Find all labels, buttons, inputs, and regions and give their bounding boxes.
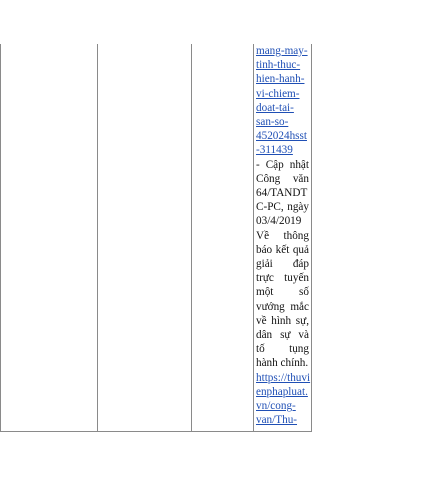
hyperlink-line[interactable]: -311439 [256,144,293,157]
column-divider [191,44,192,431]
hyperlink-line[interactable]: hien-hanh- [256,73,305,86]
text-line: về hình sự, [256,314,309,327]
text-line: Công văn [256,172,309,185]
text-line: trực tuyến [256,272,309,285]
text-line: 03/4/2019 [256,215,302,228]
hyperlink-line[interactable]: https://thuvi [256,371,311,384]
hyperlink-line[interactable]: 452024hsst [256,130,307,143]
text-line: Về thông [256,229,309,242]
table-border-left [0,44,1,431]
table-border-right [311,44,312,431]
text-line: tố tụng [256,343,309,356]
hyperlink-line[interactable]: vn/cong- [256,400,296,413]
hyperlink-line[interactable]: van/Thu- [256,414,298,427]
text-line: 64/TANDT [256,187,308,200]
text-line: hành chính. [256,357,309,370]
text-line: một số [256,286,309,299]
table-cell-text [256,44,309,427]
text-line: giải đáp [256,258,309,271]
text-line: vướng mắc [256,300,309,313]
text-line: dân sự và [256,329,309,342]
table-bottom-border [0,431,312,432]
text-line: - Cập nhật [256,158,309,171]
hyperlink-line[interactable]: san-so- [256,116,289,129]
column-divider [97,44,98,431]
column-divider [253,44,254,431]
hyperlink-line[interactable]: mang-may- [256,45,308,57]
hyperlink-line[interactable]: tinh-thuc- [256,59,301,72]
text-line: C-PC, ngày [256,201,309,214]
hyperlink-line[interactable]: doat-tai- [256,101,294,114]
hyperlink-line[interactable]: enphapluat. [256,385,308,398]
text-line: báo kết quả [256,243,309,256]
hyperlink-line[interactable]: vi-chiem- [256,87,300,100]
